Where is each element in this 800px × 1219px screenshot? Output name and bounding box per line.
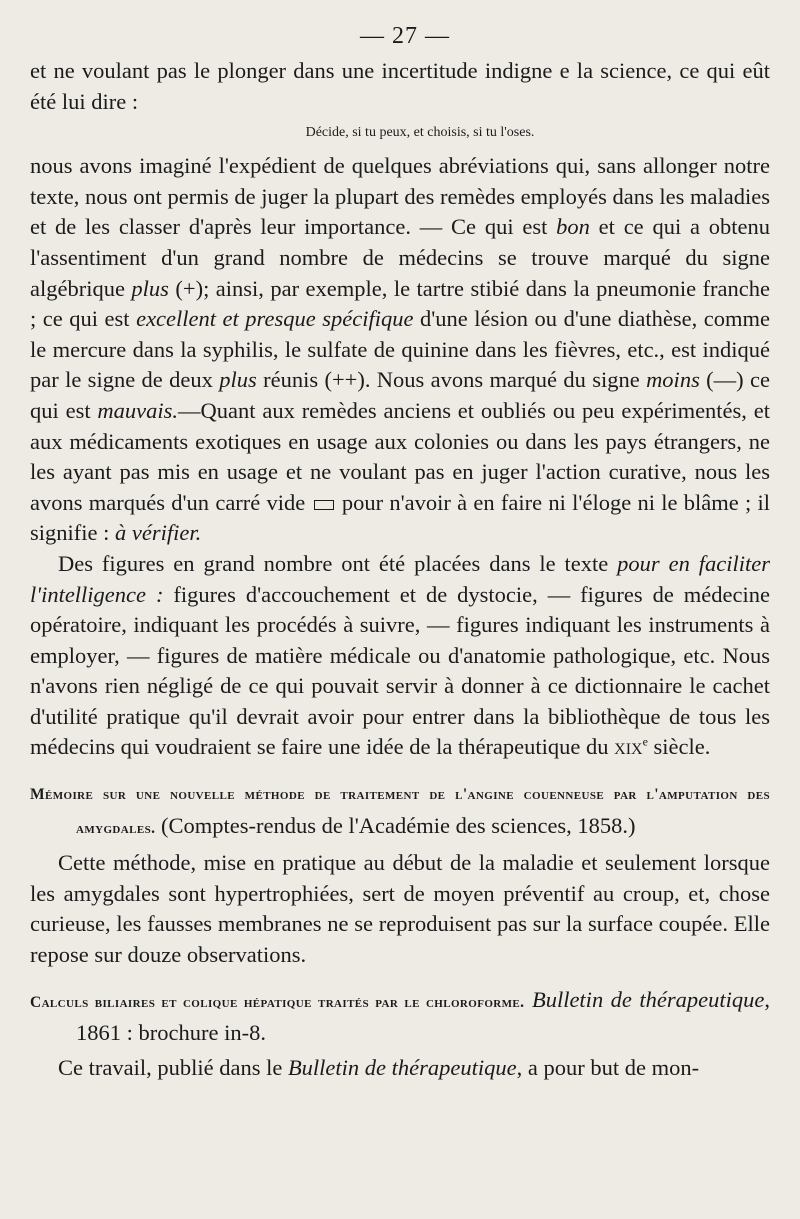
superscript: e [642, 734, 648, 749]
italic-run: bon [556, 214, 590, 240]
italic-run: pour en faciliter l'intelligence : [30, 550, 770, 607]
bibliography-entry-angine [30, 777, 770, 971]
italic-run: plus [131, 275, 169, 301]
entry-heading [30, 777, 770, 844]
text-run: Ce travail, publié dans le [58, 1054, 288, 1080]
italic-run: excellent et presque spécifique [136, 306, 414, 332]
intro-text: et ne voulant pas le plonger dans une incertitude indigne e la science, ce qui eût été lui dire : [30, 58, 770, 114]
text-run: siècle. [647, 734, 711, 760]
text-run: pour n'avoir à en faire ni l'éloge ni le blâme ; il signifie : [30, 489, 771, 546]
intro-paragraph [30, 56, 770, 117]
entry-title: Mémoire sur une nouvelle méthode de traitement de l'angine couenneuse par l'amputation des amygdales. [30, 786, 770, 837]
bibliography-entry-calculs [30, 985, 770, 1084]
entry-title: Calculs biliaires et colique hépatique traités par le chloroforme. [30, 993, 525, 1011]
page-number: — 27 — [360, 23, 450, 49]
italic-run: plus [219, 367, 257, 393]
text-run: réunis (++). Nous avons marqué du signe [256, 367, 647, 393]
text-run: et ce qui a obtenu l'assentiment d'un grand nombre de médecins se trouve marqué du signe algébrique [30, 214, 770, 301]
entry-source: , 1861 : brochure in-8. [76, 986, 770, 1046]
entry-journal: Bulletin de thérapeutique [531, 986, 765, 1012]
text-run: d'une lésion ou d'une diathèse, comme le mercure dans la syphilis, le sulfate de quinine dans les fièvres, etc., est indiqué par le signe de deux [30, 306, 770, 393]
text-run: , a pour but de mon- [516, 1054, 700, 1080]
empty-square-icon [314, 500, 334, 510]
abbreviations-paragraph [30, 151, 770, 549]
epigraph-quote: Décide, si tu peux, et choisis, si tu l'oses. [305, 125, 535, 141]
text-run: Des figures en grand nombre ont été placées dans le texte [58, 550, 618, 576]
entry-source: (Comptes-rendus de l'Académie des sciences, 1858.) [155, 812, 636, 838]
text-run: —Quant aux remèdes anciens et oubliés ou peu expérimentés, et aux médicaments exotiques en usage aux colonies ou dans les pays étrangers, ne les ayant pas mis en usage et ne voulant pas en juger l'action curative, nous les avons marqués d'un carré vide [30, 397, 770, 515]
italic-run: Bulletin de thérapeutique [287, 1054, 517, 1080]
figures-paragraph [30, 549, 770, 763]
text-run: nous avons imaginé l'expédient de quelques abréviations qui, sans allonger notre texte, nous ont permis de juger la plupart des remèdes employés dans les maladies et de les classer d'après leur importance. — Ce qui est [30, 153, 770, 240]
entry-body [30, 1053, 770, 1084]
entry-body: Cette méthode, mise en pratique au début de la maladie et seulement lorsque les amygdales sont hypertrophiées, sert de moyen préventif au croup, et, chose curieuse, les fausses membranes ne se reproduisent pas sur la surface coupée. Elle repose sur douze observations. [30, 850, 770, 968]
text-run: (—) ce qui est [30, 367, 771, 423]
text-run: figures d'accouchement et de dystocie, — figures de médecine opératoire, indiquant les procédés à suivre, — figures indiquant les instruments à employer, — figures de matière médicale ou d'anatomie pathologique, etc. Nous n'avons rien négligé de ce qui pouvait servir à donner à ce dictionnaire le cachet d'utilité pratique qu'il devrait avoir pour entrer dans la bibliothèque de tous les médecins qui voudraient se faire une idée de la thérapeutique du [30, 581, 770, 760]
italic-run: moins [646, 367, 700, 393]
italic-run: mauvais. [97, 397, 179, 423]
text-run: (+); ainsi, par exemple, le tartre stibié dans la pneumonie franche ; ce qui est [30, 275, 770, 332]
century-numeral: xix [614, 734, 643, 760]
italic-run: à vérifier. [115, 520, 202, 546]
entry-heading [30, 985, 770, 1049]
